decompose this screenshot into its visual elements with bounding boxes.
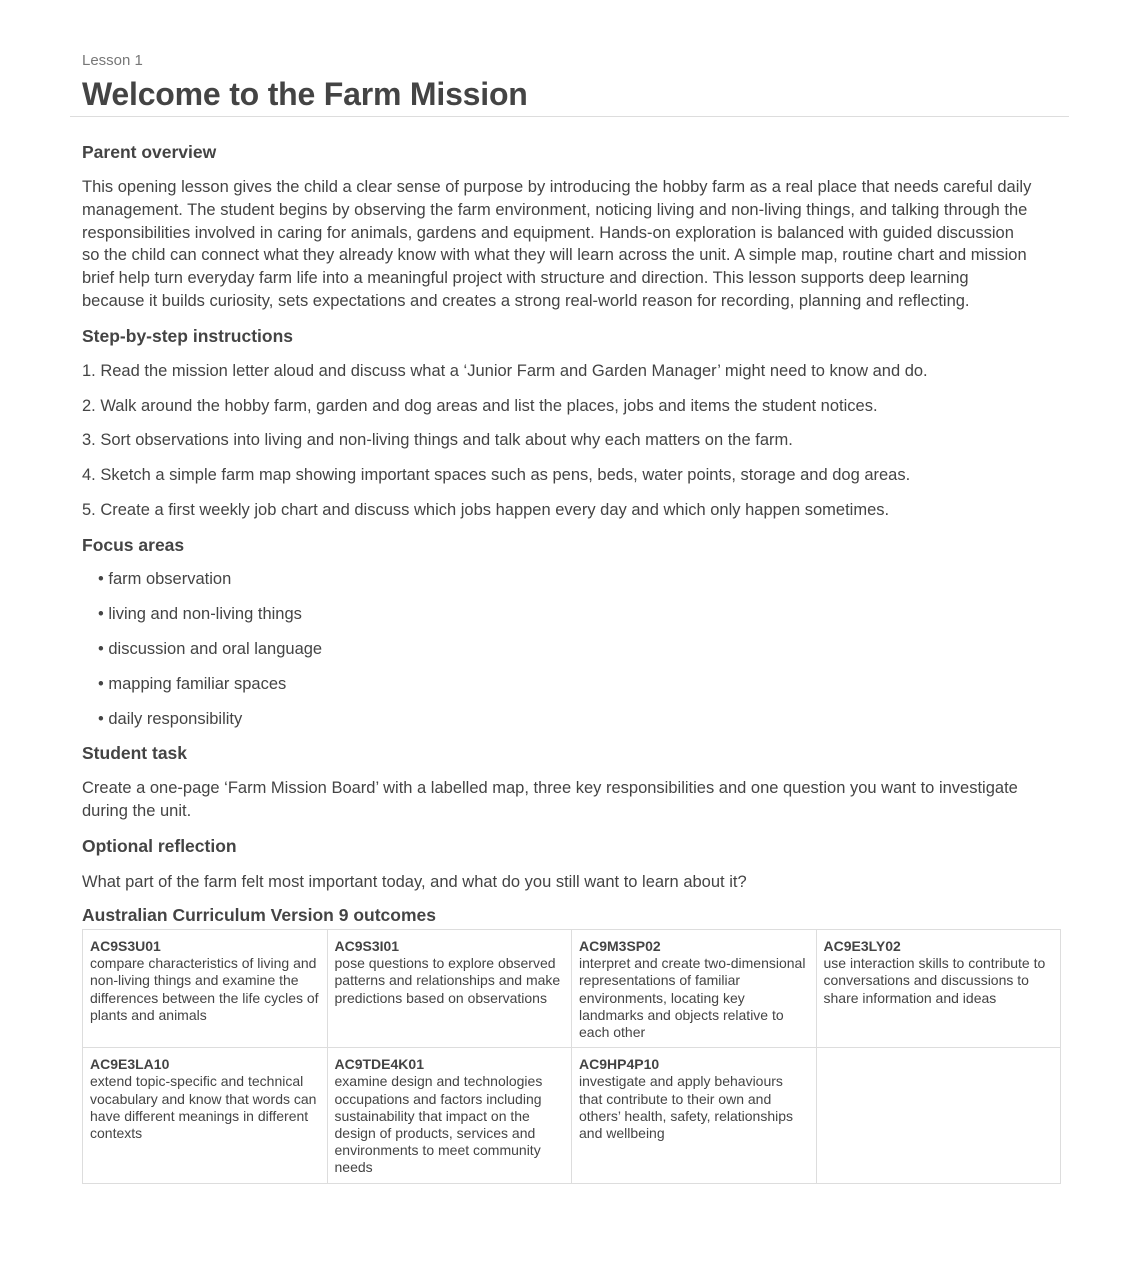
reflection-text: What part of the farm felt most important today, and what do you still want to learn about it? bbox=[82, 873, 747, 891]
outcome-cell bbox=[83, 1048, 328, 1183]
outcome-cell bbox=[572, 1048, 817, 1183]
instruction-step: 5. Create a first weekly job chart and discuss which jobs happen every day and which only happen sometimes. bbox=[82, 501, 890, 519]
outcome-description: pose questions to explore observed patterns and relationships and make predictions based on observations bbox=[334, 955, 561, 1006]
lesson-label: Lesson 1 bbox=[82, 52, 143, 69]
instruction-step: 4. Sketch a simple farm map showing important spaces such as pens, beds, water points, storage and dog areas. bbox=[82, 466, 911, 484]
outcome-description: use interaction skills to contribute to conversations and discussions to share information and ideas bbox=[823, 955, 1046, 1006]
table-row bbox=[83, 930, 1061, 1048]
instructions-heading: Step-by-step instructions bbox=[82, 326, 293, 346]
focus-areas-heading: Focus areas bbox=[82, 535, 185, 555]
outcome-cell bbox=[327, 1048, 572, 1183]
outcome-code: AC9E3LY02 bbox=[823, 938, 901, 954]
outcome-description: extend topic-specific and technical vocabulary and know that words can have different meanings in different contexts bbox=[90, 1073, 317, 1142]
outcome-description: examine design and technologies occupations and factors including sustainability that impact on the design of products, services and environments to meet community needs bbox=[334, 1073, 543, 1176]
student-task-line: Create a one-page ‘Farm Mission Board’ with a labelled map, three key responsibilities and one question you want to investigate bbox=[82, 779, 1018, 797]
focus-area-item: • discussion and oral language bbox=[98, 640, 323, 658]
focus-area-item: • mapping familiar spaces bbox=[98, 675, 287, 693]
parent-overview-line: responsibilities involved in caring for animals, gardens and equipment. Hands-on exploration is balanced with guided discussion bbox=[82, 223, 1014, 242]
outcome-code: AC9HP4P10 bbox=[579, 1056, 660, 1073]
parent-overview-line: management. The student begins by observing the farm environment, noticing living and non-living things, and talking through the bbox=[82, 200, 1028, 219]
parent-overview-line: so the child can connect what they already know with what they will learn across the unit. A simple map, routine chart and mission bbox=[82, 246, 1027, 265]
outcome-code: AC9TDE4K01 bbox=[334, 1056, 424, 1073]
outcome-cell bbox=[572, 930, 817, 1048]
outcome-description: compare characteristics of living and non-living things and examine the differences between the life cycles of plants and animals bbox=[90, 955, 319, 1023]
reflection-heading: Optional reflection bbox=[82, 836, 237, 856]
instruction-step: 1. Read the mission letter aloud and discuss what a ‘Junior Farm and Garden Manager’ might need to know and do. bbox=[82, 362, 928, 380]
title-divider bbox=[70, 116, 1069, 117]
parent-overview-line: because it builds curiosity, sets expectations and creates a strong real-world reason for recording, planning and reflecting. bbox=[82, 291, 970, 310]
outcome-code: AC9M3SP02 bbox=[579, 938, 661, 954]
parent-overview-line: brief help turn everyday farm life into a meaningful project with structure and direction. This lesson supports deep learning bbox=[82, 269, 969, 288]
focus-area-item: • daily responsibility bbox=[98, 710, 243, 728]
outcome-code: AC9S3U01 bbox=[90, 938, 161, 954]
outcome-code: AC9S3I01 bbox=[334, 938, 400, 954]
instruction-step: 3. Sort observations into living and non-living things and talk about why each matters on the farm. bbox=[82, 431, 793, 449]
page-title: Welcome to the Farm Mission bbox=[82, 76, 528, 112]
outcome-description: investigate and apply behaviours that contribute to their own and others’ health, safety, relationships and wellbeing bbox=[579, 1073, 794, 1142]
table-row bbox=[83, 1048, 1061, 1183]
student-task-line: during the unit. bbox=[82, 801, 192, 820]
empty-outcome-cell bbox=[816, 1048, 1061, 1183]
parent-overview-heading: Parent overview bbox=[82, 142, 217, 162]
student-task-text bbox=[82, 777, 1067, 823]
curriculum-outcomes-table bbox=[82, 929, 1061, 1184]
outcome-description: interpret and create two-dimensional representations of familiar environments, locating key landmarks and objects relative to each other bbox=[579, 955, 806, 1041]
outcome-cell bbox=[83, 930, 328, 1048]
curriculum-heading: Australian Curriculum Version 9 outcomes bbox=[82, 905, 436, 925]
parent-overview-line: This opening lesson gives the child a clear sense of purpose by introducing the hobby farm as a real place that needs careful daily bbox=[82, 178, 1032, 196]
outcome-code: AC9E3LA10 bbox=[90, 1056, 170, 1073]
parent-overview-text bbox=[82, 176, 1067, 313]
student-task-heading: Student task bbox=[82, 743, 188, 763]
focus-area-item: • farm observation bbox=[98, 570, 232, 588]
outcome-cell bbox=[327, 930, 572, 1048]
instruction-step: 2. Walk around the hobby farm, garden and dog areas and list the places, jobs and items the student notices. bbox=[82, 397, 878, 415]
focus-area-item: • living and non-living things bbox=[98, 605, 302, 623]
outcome-cell bbox=[816, 930, 1061, 1048]
